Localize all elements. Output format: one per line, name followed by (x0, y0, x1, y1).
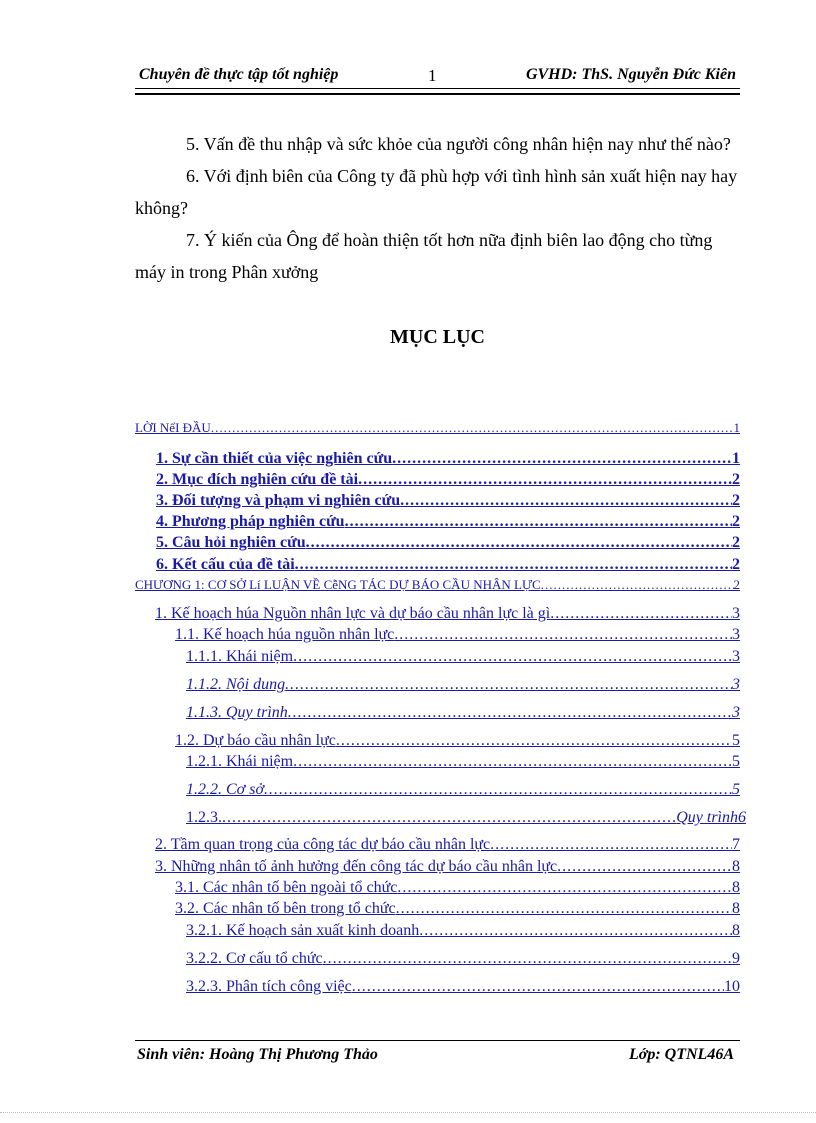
page-bottom-dotted-line (0, 1112, 816, 1113)
toc-entry-c1-1-2-3[interactable] (186, 809, 746, 827)
toc-page: 8 (732, 879, 740, 896)
toc-entry-c1-1-1-1[interactable] (186, 648, 740, 666)
toc-entry-text: 1. Sự cần thiết của việc nghiên cứu (156, 450, 393, 467)
toc-page: 3 (732, 626, 740, 643)
toc-entry-text: 1.1.2. Nội dung (186, 676, 286, 693)
toc-entry-c1-1-1-2[interactable] (186, 676, 740, 694)
toc-entry-loi-noi-dau[interactable] (135, 420, 740, 436)
toc-entry-c1-1-1-3[interactable] (186, 704, 740, 722)
toc-page: 2 (732, 492, 740, 509)
toc-leader (550, 605, 732, 623)
toc-entry-c1-3-2-3[interactable] (186, 978, 740, 996)
footer-class: Lớp: QTNL46A (628, 1046, 734, 1063)
toc-leader (358, 471, 732, 489)
toc-leader (211, 420, 734, 436)
toc-leader (557, 858, 732, 876)
toc-entry-text: 3.2.3. Phân tích công việc (186, 978, 352, 995)
toc-leader (285, 676, 732, 694)
toc-entry-c1-1-1[interactable] (175, 626, 740, 644)
toc-page: 3 (732, 605, 740, 622)
toc-entry-text: 2. Mục đích nghiên cứu đề tài (156, 471, 359, 488)
paragraph-6: 6. Với định biên của Công ty đã phù hợp với tình hình sản xuất hiện nay hay không? (135, 166, 738, 218)
toc-leader (490, 836, 732, 854)
toc-entry-text: 6. Kết cấu của đề tài (156, 556, 295, 573)
toc-title: MỤC LỤC (390, 326, 485, 348)
toc-page: 7 (732, 836, 740, 853)
toc-entry-text: LỜI NểI ĐẦU (135, 420, 211, 435)
toc-entry-text: 1.2.2. Cơ sở (186, 781, 264, 798)
toc-leader (293, 648, 732, 666)
toc-entry-text: 1.2.1. Khái niệm (186, 753, 294, 770)
toc-page: 3 (732, 704, 740, 721)
toc-entry-text: 3.2. Các nhân tố bên trong tổ chức (175, 900, 396, 917)
toc-leader (345, 513, 732, 531)
toc-entry-2[interactable] (156, 471, 740, 489)
toc-entry-text: 3. Những nhân tố ảnh hưởng đến công tác dự báo cầu nhân lực (155, 858, 558, 875)
toc-page: 10 (724, 978, 740, 995)
toc-page: 2 (733, 577, 740, 592)
toc-leader (394, 626, 732, 644)
toc-entry-4[interactable] (156, 513, 740, 531)
toc-leader (400, 492, 732, 510)
toc-page: 5 (732, 732, 740, 749)
toc-page: 8 (732, 900, 740, 917)
toc-leader (336, 732, 732, 750)
toc-entry-3[interactable] (156, 492, 740, 510)
toc-page: 9 (732, 950, 740, 967)
paragraph-5: 5. Vấn đề thu nhập và sức khỏe của người công nhân hiện nay như thế nào? (186, 134, 731, 154)
toc-page: 1 (732, 450, 740, 467)
header-left-title: Chuyên đề thực tập tốt nghiệp (139, 66, 339, 83)
toc-entry-text: 1. Kế hoạch húa Nguồn nhân lực và dự báo cầu nhân lực là gì (155, 605, 551, 622)
toc-leader (306, 534, 732, 552)
toc-leader (288, 704, 732, 722)
toc-entry-c1-3-2-1[interactable] (186, 922, 740, 940)
toc-leader (419, 922, 732, 940)
toc-entry-c1-3-2[interactable] (175, 900, 740, 918)
toc-leader (264, 781, 732, 799)
header-page-number: 1 (428, 66, 437, 85)
toc-entry-text: 3.2.2. Cơ cấu tổ chức (186, 950, 323, 967)
toc-page: 3 (732, 676, 740, 693)
toc-entry-text: 1.2. Dự báo cầu nhân lực (175, 732, 336, 749)
toc-leader (392, 450, 732, 468)
toc-entry-text: 1.1. Kế hoạch húa nguồn nhân lực (175, 626, 395, 643)
toc-entry-5[interactable] (156, 534, 740, 552)
toc-page: 2 (732, 471, 740, 488)
toc-entry-c1-3-2-2[interactable] (186, 950, 740, 968)
page-header (135, 64, 740, 88)
toc-page: 8 (732, 922, 740, 939)
toc-leader (323, 950, 732, 968)
toc-leader (541, 577, 734, 593)
toc-entry-c1-1[interactable] (155, 605, 740, 623)
toc-page: 2 (732, 556, 740, 573)
toc-page: 5 (732, 753, 740, 770)
toc-entry-text: 3.2.1. Kế hoạch sản xuất kinh doanh (186, 922, 420, 939)
toc-entry-text: 4. Phương pháp nghiên cứu (156, 513, 345, 530)
toc-page: 2 (732, 534, 740, 551)
toc-page: 3 (732, 648, 740, 665)
header-advisor: GVHD: ThS. Nguyễn Đức Kiên (525, 66, 736, 83)
toc-entry-text: 3.1. Các nhân tố bên ngoài tổ chức (175, 879, 398, 896)
toc-page: 2 (732, 513, 740, 530)
toc-entry-chapter-1[interactable] (135, 577, 740, 593)
footer-student: Sinh viên: Hoàng Thị Phương Thảo (137, 1046, 378, 1063)
toc-leader (222, 809, 676, 827)
header-rule (135, 88, 740, 95)
toc-entry-text: 1.2.3. (186, 809, 222, 826)
toc-entry-c1-3[interactable] (155, 858, 740, 876)
toc-entry-text: 1.1.3. Quy trình (186, 704, 288, 721)
toc-entry-text: CHƯƠNG 1: CƠ SỞ Lí LUẬN VỀ CễNG TÁC DỰ BÁO CẦU NHÂN LỰC (135, 577, 541, 592)
toc-page: Quy trình6 (676, 809, 746, 826)
toc-entry-c1-1-2[interactable] (175, 732, 740, 750)
toc-entry-6[interactable] (156, 556, 740, 574)
toc-page: 5 (732, 781, 740, 798)
footer-rule (135, 1040, 740, 1042)
paragraph-7: 7. Ý kiến của Ông để hoàn thiện tốt hơn nữa định biên lao động cho từng máy in trong Phân xưởng (135, 230, 713, 282)
toc-leader (352, 978, 724, 996)
toc-leader (295, 556, 732, 574)
toc-leader (293, 753, 732, 771)
toc-page: 1 (733, 420, 740, 435)
toc-entry-c1-2[interactable] (155, 836, 740, 854)
toc-entry-c1-1-2-1[interactable] (186, 753, 740, 771)
toc-entry-c1-1-2-2[interactable] (186, 781, 740, 799)
body-text (135, 128, 740, 288)
toc-entry-text: 2. Tầm quan trọng của công tác dự báo cầu nhân lực (155, 836, 491, 853)
toc-entry-c1-3-1[interactable] (175, 879, 740, 897)
toc-entry-text: 1.1.1. Khái niệm (186, 648, 294, 665)
toc-leader (396, 900, 732, 918)
toc-entry-text: 5. Câu hỏi nghiên cứu (156, 534, 306, 551)
toc-leader (397, 879, 732, 897)
toc-entry-text: 3. Đối tượng và phạm vi nghiên cứu (156, 492, 401, 509)
toc-entry-1[interactable] (156, 450, 740, 468)
toc-page: 8 (732, 858, 740, 875)
